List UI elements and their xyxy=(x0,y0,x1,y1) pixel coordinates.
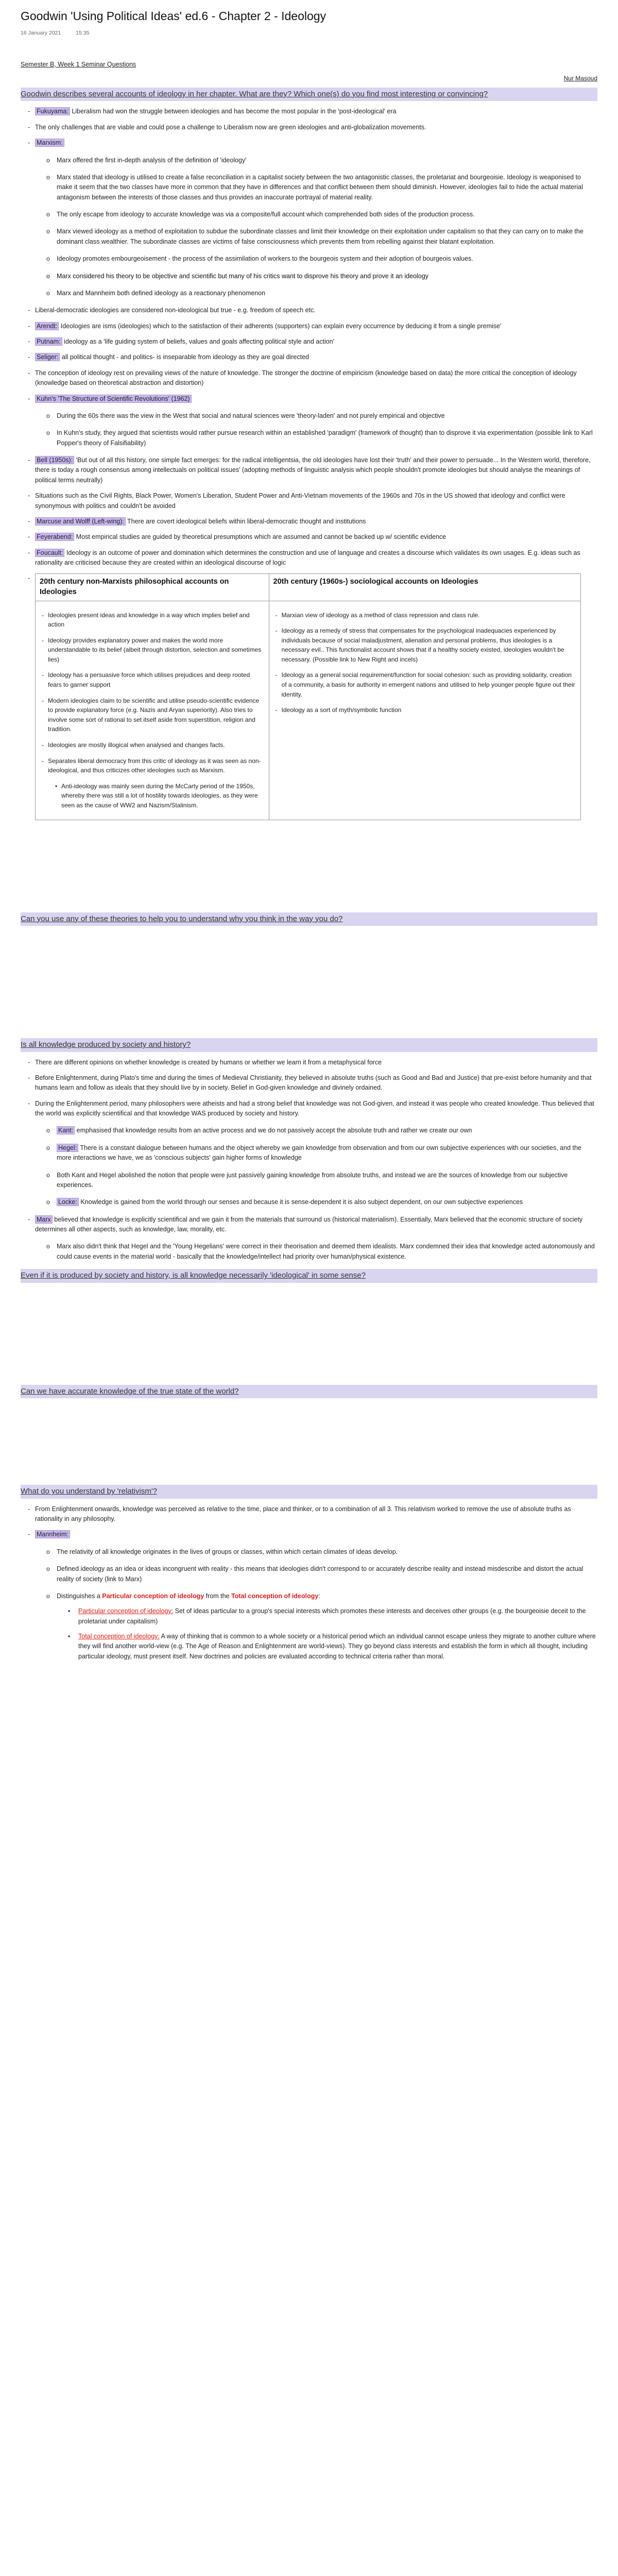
list-item: - The conception of ideology rest on prevailing views of the nature of knowledge. The stronger the doctrine of empiricism (knowledge based on data) the more critical the conception of ideology (knowledge based on theoretical abstraction and distortion) xyxy=(28,368,597,388)
note-meta xyxy=(21,29,597,37)
list-item: ▪ Total conception of ideology: A way of thinking that is common to a whole society or a historical period which an individual cannot escape unless they migrate to another culture where they will find another world-view (e.g. The Age of Reason and Enlightenment are world-views). They go beyond class interests and establish the form in which all thought, including particular ideology, must present itself. New doctrines and policies are evaluated according to technical criteria rather than moral. xyxy=(68,1632,597,1662)
particular-conception-tag: Particular conception of ideology: xyxy=(78,1607,174,1615)
note-date: 16 January 2021 xyxy=(21,29,61,36)
list-item: - Feyerabend: Most empirical studies are guided by theoretical presumptions which are assumed and cannot be backed up w/ scientific evidence xyxy=(28,532,597,542)
list-item: o Distinguishes a Particular conception of ideology from the Total conception of ideology: ▪ Particular conception of ideology: Set of ideas particular to a group's special interests which promotes these interests and deceives other groups (e.g. the bourgeoisie deceit to the proletariat under capitalism) ▪ Total conception of ideology: A way of thinking that is common to a whole society or a historical period which an individual cannot escape unless they migrate to another culture where they will find another world-view (e.g. The Age of Reason and Enlightenment are world-views). They go beyond class interests and establish the form in which all thought, including particular ideology, must present itself. New doctrines and policies are evaluated according to technical criteria rather than moral. xyxy=(46,1591,597,1662)
document-page xyxy=(21,0,597,1662)
list-item: o In Kuhn's study, they argued that scientists would rather pursue research within an established 'paradigm' (framework of thought) than to disprove it via experimentation (possible link to Karl Popper's theory of Falsifiability) xyxy=(46,428,597,448)
list-item: - The only challenges that are viable and could pose a challenge to Liberalism now are green ideologies and anti-globalization movements. xyxy=(28,123,597,132)
table-list-item: - Ideology has a persuasive force which utilises prejudices and deep rooted fears to garner support xyxy=(42,670,265,689)
list-item: o Marx considered his theory to be objective and scientific but many of his critics want to disprove his theory and prove it an ideology xyxy=(46,272,597,281)
list-item: o Marx and Mannheim both defined ideology as a reactionary phenomenon xyxy=(46,289,597,298)
enlightenment-sublist xyxy=(35,1126,597,1207)
table-list-item: - Separates liberal democracy from this critic of ideology as it was seen as non-ideological, and thus criticizes other ideologies such as Marxism. • Anti-ideology was mainly seen during the McCarty period of the 1950s, whereby there was still a lot of hostility towards ideologies, as they were seen as the cause of WW2 and Nazism/Stalinism. xyxy=(42,756,265,810)
list-item: - Fukuyama: Liberalism had won the struggle between ideologies and has become the most popular in the 'post-ideological' era xyxy=(28,107,597,116)
author-name: Nur Masoud xyxy=(563,75,597,82)
table-header-right: 20th century (1960s-) sociological accounts on Ideologies xyxy=(269,574,580,601)
particular-conception-label: Particular conception of ideology xyxy=(102,1592,204,1600)
tag-putnam: Putnam: xyxy=(35,337,62,346)
tag-kant: Kant: xyxy=(57,1126,75,1134)
list-item xyxy=(28,394,597,449)
list-item: o Marx also didn't think that Hegel and the 'Young Hegelians' were correct in their theorisation and deemed them idealists. Marx condemned their idea that knowledge acted autonomously and could cause events in the material world - basically that the knowledge/intellect had priority over human/physical existence. xyxy=(46,1242,597,1262)
tag-bell: Bell (1950s): xyxy=(35,456,74,464)
list-item: - Foucault: Ideology is an outcome of power and domination which determines the construction and use of language and creates a discourse which validates its own usages. E.g. ideas such as rationality are criticised because they are created within an ideological discourse of logic xyxy=(28,548,597,568)
table-list-item: - Marxian view of ideology as a method of class repression and class rule. xyxy=(276,611,576,620)
list-item: o The relativity of all knowledge originates in the lives of groups or classes, within which certain climates of ideas develop. xyxy=(46,1547,597,1557)
list-item: o Kant: emphasised that knowledge results from an active process and we do not passively accept the absolute truth and rather we create our own xyxy=(46,1126,597,1136)
accounts-list xyxy=(21,107,597,820)
list-item xyxy=(28,1530,597,1662)
question-2: Can you use any of these theories to help you to understand why you think in the way you do? xyxy=(21,912,597,926)
note-time: 15:35 xyxy=(76,29,90,36)
question-5: Can we have accurate knowledge of the true state of the world? xyxy=(21,1385,597,1399)
tag-marx: Marx xyxy=(35,1215,53,1224)
list-item: - Arendt: Ideologies are isms (ideologies) which to the satisfaction of their adherents (supporters) can explain every occurrence by deducing it from a single premise' xyxy=(28,321,597,331)
relativism-list xyxy=(21,1504,597,1662)
table-header-left: - 20th century non-Marxists philosophical accounts on Ideologies xyxy=(36,574,269,601)
table-list-item: - Ideology as a sort of myth/symbolic function xyxy=(276,705,576,715)
list-item: o Hegel: There is a constant dialogue between humans and the object whereby we gain knowledge from observation and from our own subjective experiences with our societies, and the more interactions we have, we as 'conscious subjects' gain higher forms of knowledge xyxy=(46,1143,597,1163)
kuhn-sublist xyxy=(35,411,597,448)
table-sub-item: • Anti-ideology was mainly seen during the McCarty period of the 1950s, whereby there was still a lot of hostility towards ideologies, as they were seen as the cause of WW2 and Nazism/Stalinism. xyxy=(55,782,265,810)
page-title: Goodwin 'Using Political Ideas' ed.6 - Chapter 2 - Ideology xyxy=(21,9,327,23)
question-4: Even if it is produced by society and history, is all knowledge necessarily 'ideological' in some sense? xyxy=(21,1269,597,1283)
table-list-item: - Modern ideologies claim to be scientific and utilise pseudo-scientific evidence to provide explanatory force (e.g. Nazis and Aryan superiority). Also tries to involve some sort of rational to set itself aside from superstition, religion and tradition. xyxy=(42,696,265,734)
marxism-sublist xyxy=(35,156,597,299)
tag-kuhn: Kuhn's 'The Structure of Scientific Revolutions' (1962) xyxy=(35,395,192,403)
tag-locke: Locke: xyxy=(57,1198,79,1206)
list-item: - Before Enlightenment, during Plato's time and during the times of Medieval Christianity, they believed in absolute truths (such as Good and Bad and Justice) that pre-exist before humanity and that humans learn and follow as ideals that they should live by in society. Belief in God-given knowledge and divinely ordained. xyxy=(28,1073,597,1093)
list-item: o The only escape from ideology to accurate knowledge was via a composite/full account which comprehended both sides of the production process. xyxy=(46,210,597,219)
question-1: Goodwin describes several accounts of ideology in her chapter. What are they? Which one(s) do you find most interesting or convincing? xyxy=(21,88,597,101)
tag-seliger: Seliger: xyxy=(35,353,60,361)
list-item: o Ideology promotes embourgeoisement - the process of the assimilation of workers to the bourgeois system and their adoption of bourgeois values. xyxy=(46,254,597,264)
list-item: o Defined ideology as an idea or ideas incongruent with reality - this means that ideologies didn't correspond to or accurately describe reality and instead misdescribe and distort the actual reality of society (link to Marx) xyxy=(46,1564,597,1584)
tag-foucault: Foucault: xyxy=(35,549,64,557)
list-item: - Putnam: ideology as a 'life guiding system of beliefs, values and goals affecting political style and action' xyxy=(28,337,597,347)
list-item: o Marx offered the first in-depth analysis of the definition of 'ideology' xyxy=(46,156,597,165)
tag-feyerabend: Feyerabend: xyxy=(35,533,74,541)
total-conception-label: Total conception of ideology xyxy=(231,1592,319,1600)
marx-sublist xyxy=(35,1242,597,1262)
tag-marxism: Marxism: xyxy=(35,139,64,147)
list-item: - Liberal-democratic ideologies are considered non-ideological but true - e.g. freedom of speech etc. xyxy=(28,306,597,315)
list-item: ▪ Particular conception of ideology: Set of ideas particular to a group's special interests which promotes these interests and deceives other groups (e.g. the bourgeoisie deceit to the proletariat under capitalism) xyxy=(68,1606,597,1626)
table-list-item: - Ideology provides explanatory power and makes the world more understandable to its belief (albeit through distortion, selection and sometimes lies) xyxy=(42,636,265,665)
question-3: Is all knowledge produced by society and history? xyxy=(21,1038,597,1052)
list-item: - Bell (1950s): 'But out of all this history, one simple fact emerges: for the radical intelligentsia, the old ideologies have lost their 'truth' and their power to persuade... In the Western world, therefore, there is today a rough consensus among intellectuals on political issues' (adopting methods of linguistic analysis which people shouldn't promote ideologies but should analyse the meanings of political terms neutrally) xyxy=(28,455,597,485)
list-item: - During the Enlightenment period, many philosophers were atheists and had a strong belief that knowledge was not God-given, and instead it was people who created knowledge. Thus believed that the world was explicitly scientifical and that knowledge WAS produced by society and history. o Kant: emphasised that knowledge results from an active process and we do not passively accept the absolute truth and rather we create our own o Hegel: There is a constant dialogue between humans and the object whereby we gain knowledge from observation and from our own subjective experiences with our societies, and the more interactions we have, we as 'conscious subjects' gain higher forms of knowledge o Both Kant and Hegel abolished the notion that people were just passively gaining knowledge from absolute truths, and instead we are the sources of knowledge from our subjective experiences. o Locke: Knowledge is gained from the world through our senses and because it is sense-dependent it is also subject dependent, on our own subjective experiences xyxy=(28,1099,597,1208)
page-subtitle: Semester B, Week 1 Seminar Questions xyxy=(21,60,136,68)
tag-mannheim: Mannheim: xyxy=(35,1530,70,1538)
tag-marcuse-wolff: Marcuse and Wolff (Left-wing): xyxy=(35,517,126,526)
list-item: - There are different opinions on whether knowledge is created by humans or whether we learn it from a metaphysical force xyxy=(28,1058,597,1067)
list-item: o Marx viewed ideology as a method of exploitation to subdue the subordinate classes and limit their knowledge on their exploitation under capitalism so that they can carry on to make the dominant class wealthier. The subordinate classes are victims of false consciousness which prevents them from rebelling against their blatant exploitation. xyxy=(46,227,597,247)
list-item: o Locke: Knowledge is gained from the world through our senses and because it is sense-dependent it is also subject dependent, on our own subjective experiences xyxy=(46,1197,597,1207)
list-item xyxy=(28,138,597,298)
knowledge-list xyxy=(21,1058,597,1262)
comparison-table xyxy=(35,573,581,820)
tag-hegel: Hegel: xyxy=(57,1144,78,1152)
table-cell-right xyxy=(269,601,580,820)
table-list-item: - Ideology as a general social requirement/function for social cohesion: such as providing solidarity, creation of a community, a basis for authority in emergent nations and utilised to help younger people figure out their identity. xyxy=(276,670,576,699)
tag-arendt: Arendt: xyxy=(35,322,59,330)
question-6: What do you understand by 'relativism'? xyxy=(21,1485,597,1499)
table-list-item: - Ideologies are mostly illogical when analysed and changes facts. xyxy=(42,740,265,750)
list-item xyxy=(28,573,597,820)
conception-sublist xyxy=(57,1606,597,1662)
table-cell-left xyxy=(36,601,269,820)
table-list-item: - Ideology as a remedy of stress that compensates for the psychological inadequacies experienced by individuals because of social maladjustment, alienation and personal problems, thus ideologies is a necessary evil.. This functionalist account shows that if a healthy society existed, ideologies wouldn't be necessary. (Possible link to New Right and incels) xyxy=(276,626,576,664)
list-item: - Situations such as the Civil Rights, Black Power, Women's Liberation, Student Power and Anti-Vietnam movements of the 1960s and 70s in the US showed that ideology and conflict were synonymous with politics and couldn't be avoided xyxy=(28,491,597,511)
list-item: o Both Kant and Hegel abolished the notion that people were just passively gaining knowledge from absolute truths, and instead we are the sources of knowledge from our subjective experiences. xyxy=(46,1171,597,1191)
total-conception-tag: Total conception of ideology: xyxy=(78,1633,160,1640)
list-item: - From Enlightenment onwards, knowledge was perceived as relative to the time, place and thinker, or to a combination of all 3. This relativism worked to remove the use of absolute truths as rationality in any philosophy. xyxy=(28,1504,597,1524)
table-list-item: - Ideologies present ideas and knowledge in a way which implies belief and action xyxy=(42,611,265,630)
list-item: - Marx believed that knowledge is explicitly scientifical and we gain it from the materials that surround us (historical materialism). Essentially, Marx believed that the economic structure of society determines all other aspects, such as knowledge, law, morality, etc. o Marx also didn't think that Hegel and the 'Young Hegelians' were correct in their theorisation and deemed them idealists. Marx condemned their idea that knowledge acted autonomously and could cause events in the material world - basically that the knowledge/intellect had priority over human/physical existence. xyxy=(28,1215,597,1262)
list-item: o During the 60s there was the view in the West that social and natural sciences were 'theory-laden' and not purely empirical and objective xyxy=(46,411,597,421)
mannheim-sublist xyxy=(35,1547,597,1662)
list-item: - Seliger: all political thought - and politics- is inseparable from ideology as they are goal directed xyxy=(28,352,597,362)
list-item: o Marx stated that ideology is utilised to create a false reconciliation in a capitalist society between the two antagonistic classes, the proletariat and bourgeoisie. Ideology is weaponised to make it seem that the two classes have more in common that they have in differences and that conflict between them should diminish. However, ideologies fail to hide the actual material antagonism between the interests of those classes and thus provides an inaccurate portrayal of material reality. xyxy=(46,173,597,202)
list-item: - Marcuse and Wolff (Left-wing): There are covert ideological beliefs within liberal-democratic thought and institutions xyxy=(28,517,597,527)
tag-fukuyama: Fukuyama: xyxy=(35,107,70,115)
